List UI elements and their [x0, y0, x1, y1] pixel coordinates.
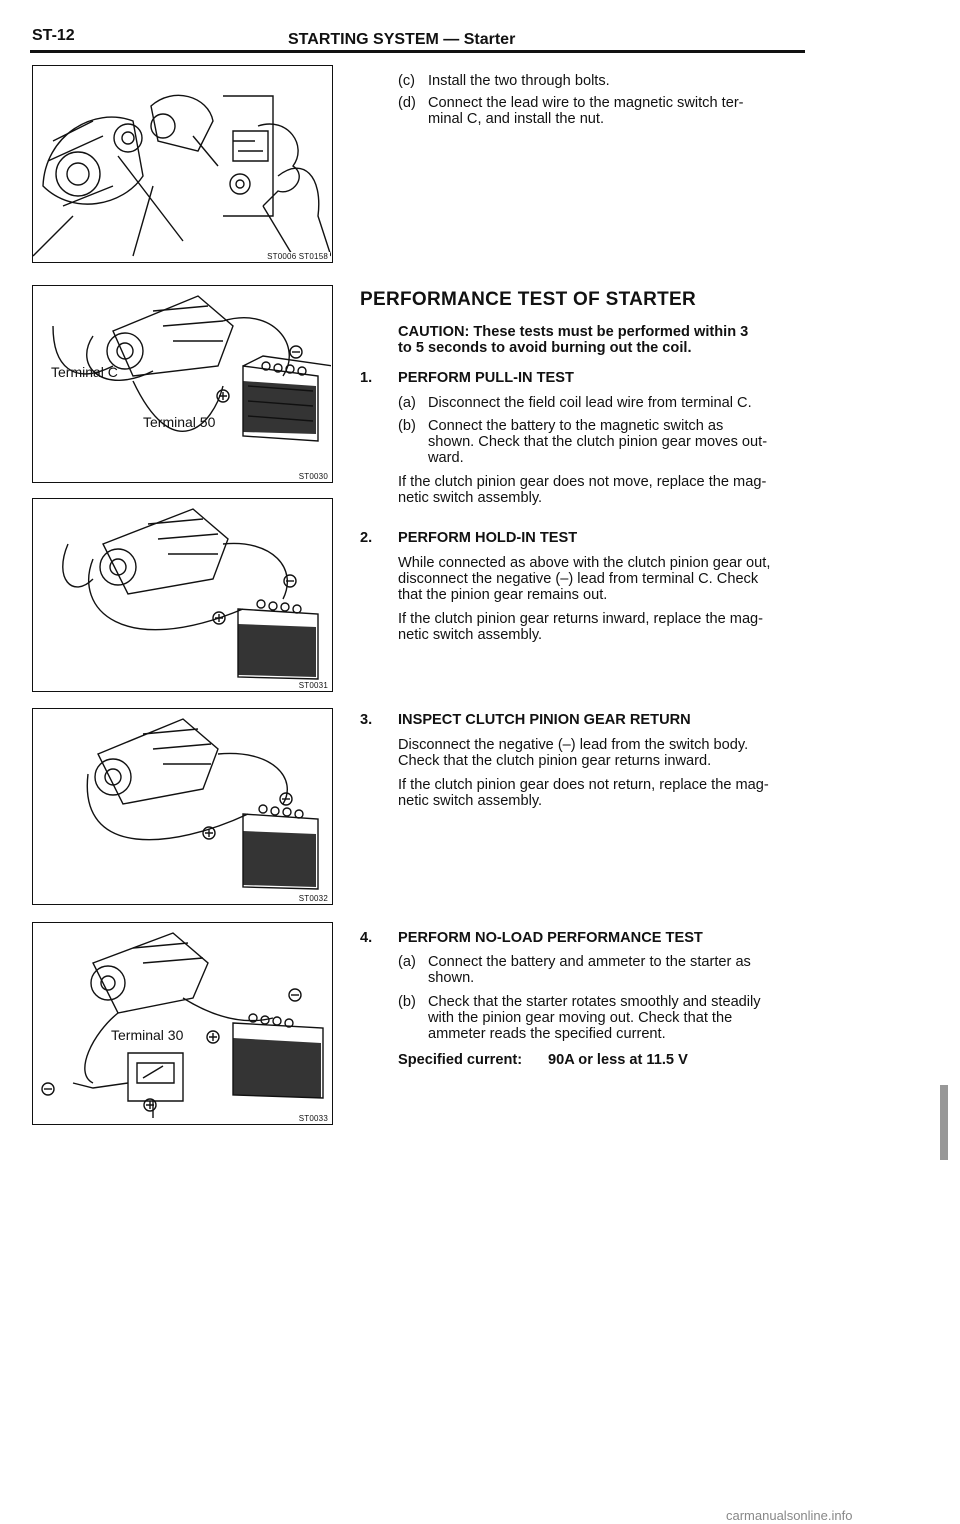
terminal-label: Terminal 50 [143, 414, 216, 430]
figure-code: ST0032 [298, 894, 328, 903]
test-title: PERFORM NO-LOAD PERFORMANCE TEST [398, 930, 703, 946]
test-text: that the pinion gear remains out. [398, 587, 608, 603]
test-number: 3. [360, 712, 373, 728]
step-label: (a) [398, 395, 416, 411]
figure-5 [32, 922, 333, 1125]
test-title: INSPECT CLUTCH PINION GEAR RETURN [398, 712, 691, 728]
step-text: Disconnect the field coil lead wire from terminal C. [428, 395, 752, 411]
test-text: Check that the clutch pinion gear returns inward. [398, 753, 712, 769]
step-text: with the pinion gear moving out. Check that the [428, 1010, 733, 1026]
test-text: While connected as above with the clutch pinion gear out, [398, 555, 771, 571]
figure-code: ST0030 [298, 472, 328, 481]
step-label: (d) [398, 95, 416, 111]
step-label: (b) [398, 418, 416, 434]
no-load-test-illustration [33, 923, 331, 1123]
note-text: If the clutch pinion gear does not return, replace the mag- [398, 777, 769, 793]
note-text: netic switch assembly. [398, 793, 543, 809]
test-title: PERFORM HOLD-IN TEST [398, 530, 578, 546]
step-text: shown. Check that the clutch pinion gear moves out- [428, 434, 768, 450]
page-code: ST-12 [32, 27, 75, 44]
step-text: Connect the lead wire to the magnetic switch ter- [428, 95, 744, 111]
note-text: If the clutch pinion gear does not move, replace the mag- [398, 474, 767, 490]
test-text: disconnect the negative (–) lead from terminal C. Check [398, 571, 759, 587]
figure-4 [32, 708, 333, 905]
note-text: netic switch assembly. [398, 490, 543, 506]
note-text: netic switch assembly. [398, 627, 543, 643]
test-text: Disconnect the negative (–) lead from the switch body. [398, 737, 749, 753]
step-text: Install the two through bolts. [428, 73, 610, 89]
figure-2 [32, 285, 333, 483]
step-label: (a) [398, 954, 416, 970]
section-title: PERFORMANCE TEST OF STARTER [360, 289, 697, 310]
terminal-label: Terminal 30 [111, 1027, 184, 1043]
figure-1 [32, 65, 333, 263]
step-text: Connect the battery to the magnetic switch as [428, 418, 724, 434]
starter-disassembly-illustration [33, 66, 331, 261]
scan-edge-mark [940, 1085, 948, 1160]
pinion-return-test-illustration [33, 709, 331, 903]
test-number: 2. [360, 530, 373, 546]
step-text: shown. [428, 970, 475, 986]
step-label: (b) [398, 994, 416, 1010]
page-title: STARTING SYSTEM — Starter [288, 31, 516, 48]
figure-code: ST0031 [298, 681, 328, 690]
step-text: Check that the starter rotates smoothly and steadily [428, 994, 761, 1010]
pull-in-test-illustration [33, 286, 331, 481]
spec-value: 90A or less at 11.5 V [548, 1052, 688, 1068]
step-label: (c) [398, 73, 416, 89]
step-text: ward. [428, 450, 464, 466]
spec-label: Specified current: [398, 1052, 523, 1068]
figure-code: ST0033 [298, 1114, 328, 1123]
test-number: 1. [360, 370, 373, 386]
note-text: If the clutch pinion gear returns inward, replace the mag- [398, 611, 764, 627]
header-rule [30, 50, 805, 53]
step-text: ammeter reads the specified current. [428, 1026, 666, 1042]
hold-in-test-illustration [33, 499, 331, 690]
caution-text: CAUTION: These tests must be performed within 3 [398, 324, 749, 340]
step-text: minal C, and install the nut. [428, 111, 605, 127]
figure-3 [32, 498, 333, 692]
test-title: PERFORM PULL-IN TEST [398, 370, 574, 386]
figure-code: ST0006 ST0158 [267, 252, 328, 261]
step-text: Connect the battery and ammeter to the starter as [428, 954, 751, 970]
test-number: 4. [360, 930, 373, 946]
watermark: carmanualsonline.info [726, 1508, 853, 1523]
caution-text: to 5 seconds to avoid burning out the coil. [398, 340, 692, 356]
terminal-label: Terminal C [51, 364, 118, 380]
